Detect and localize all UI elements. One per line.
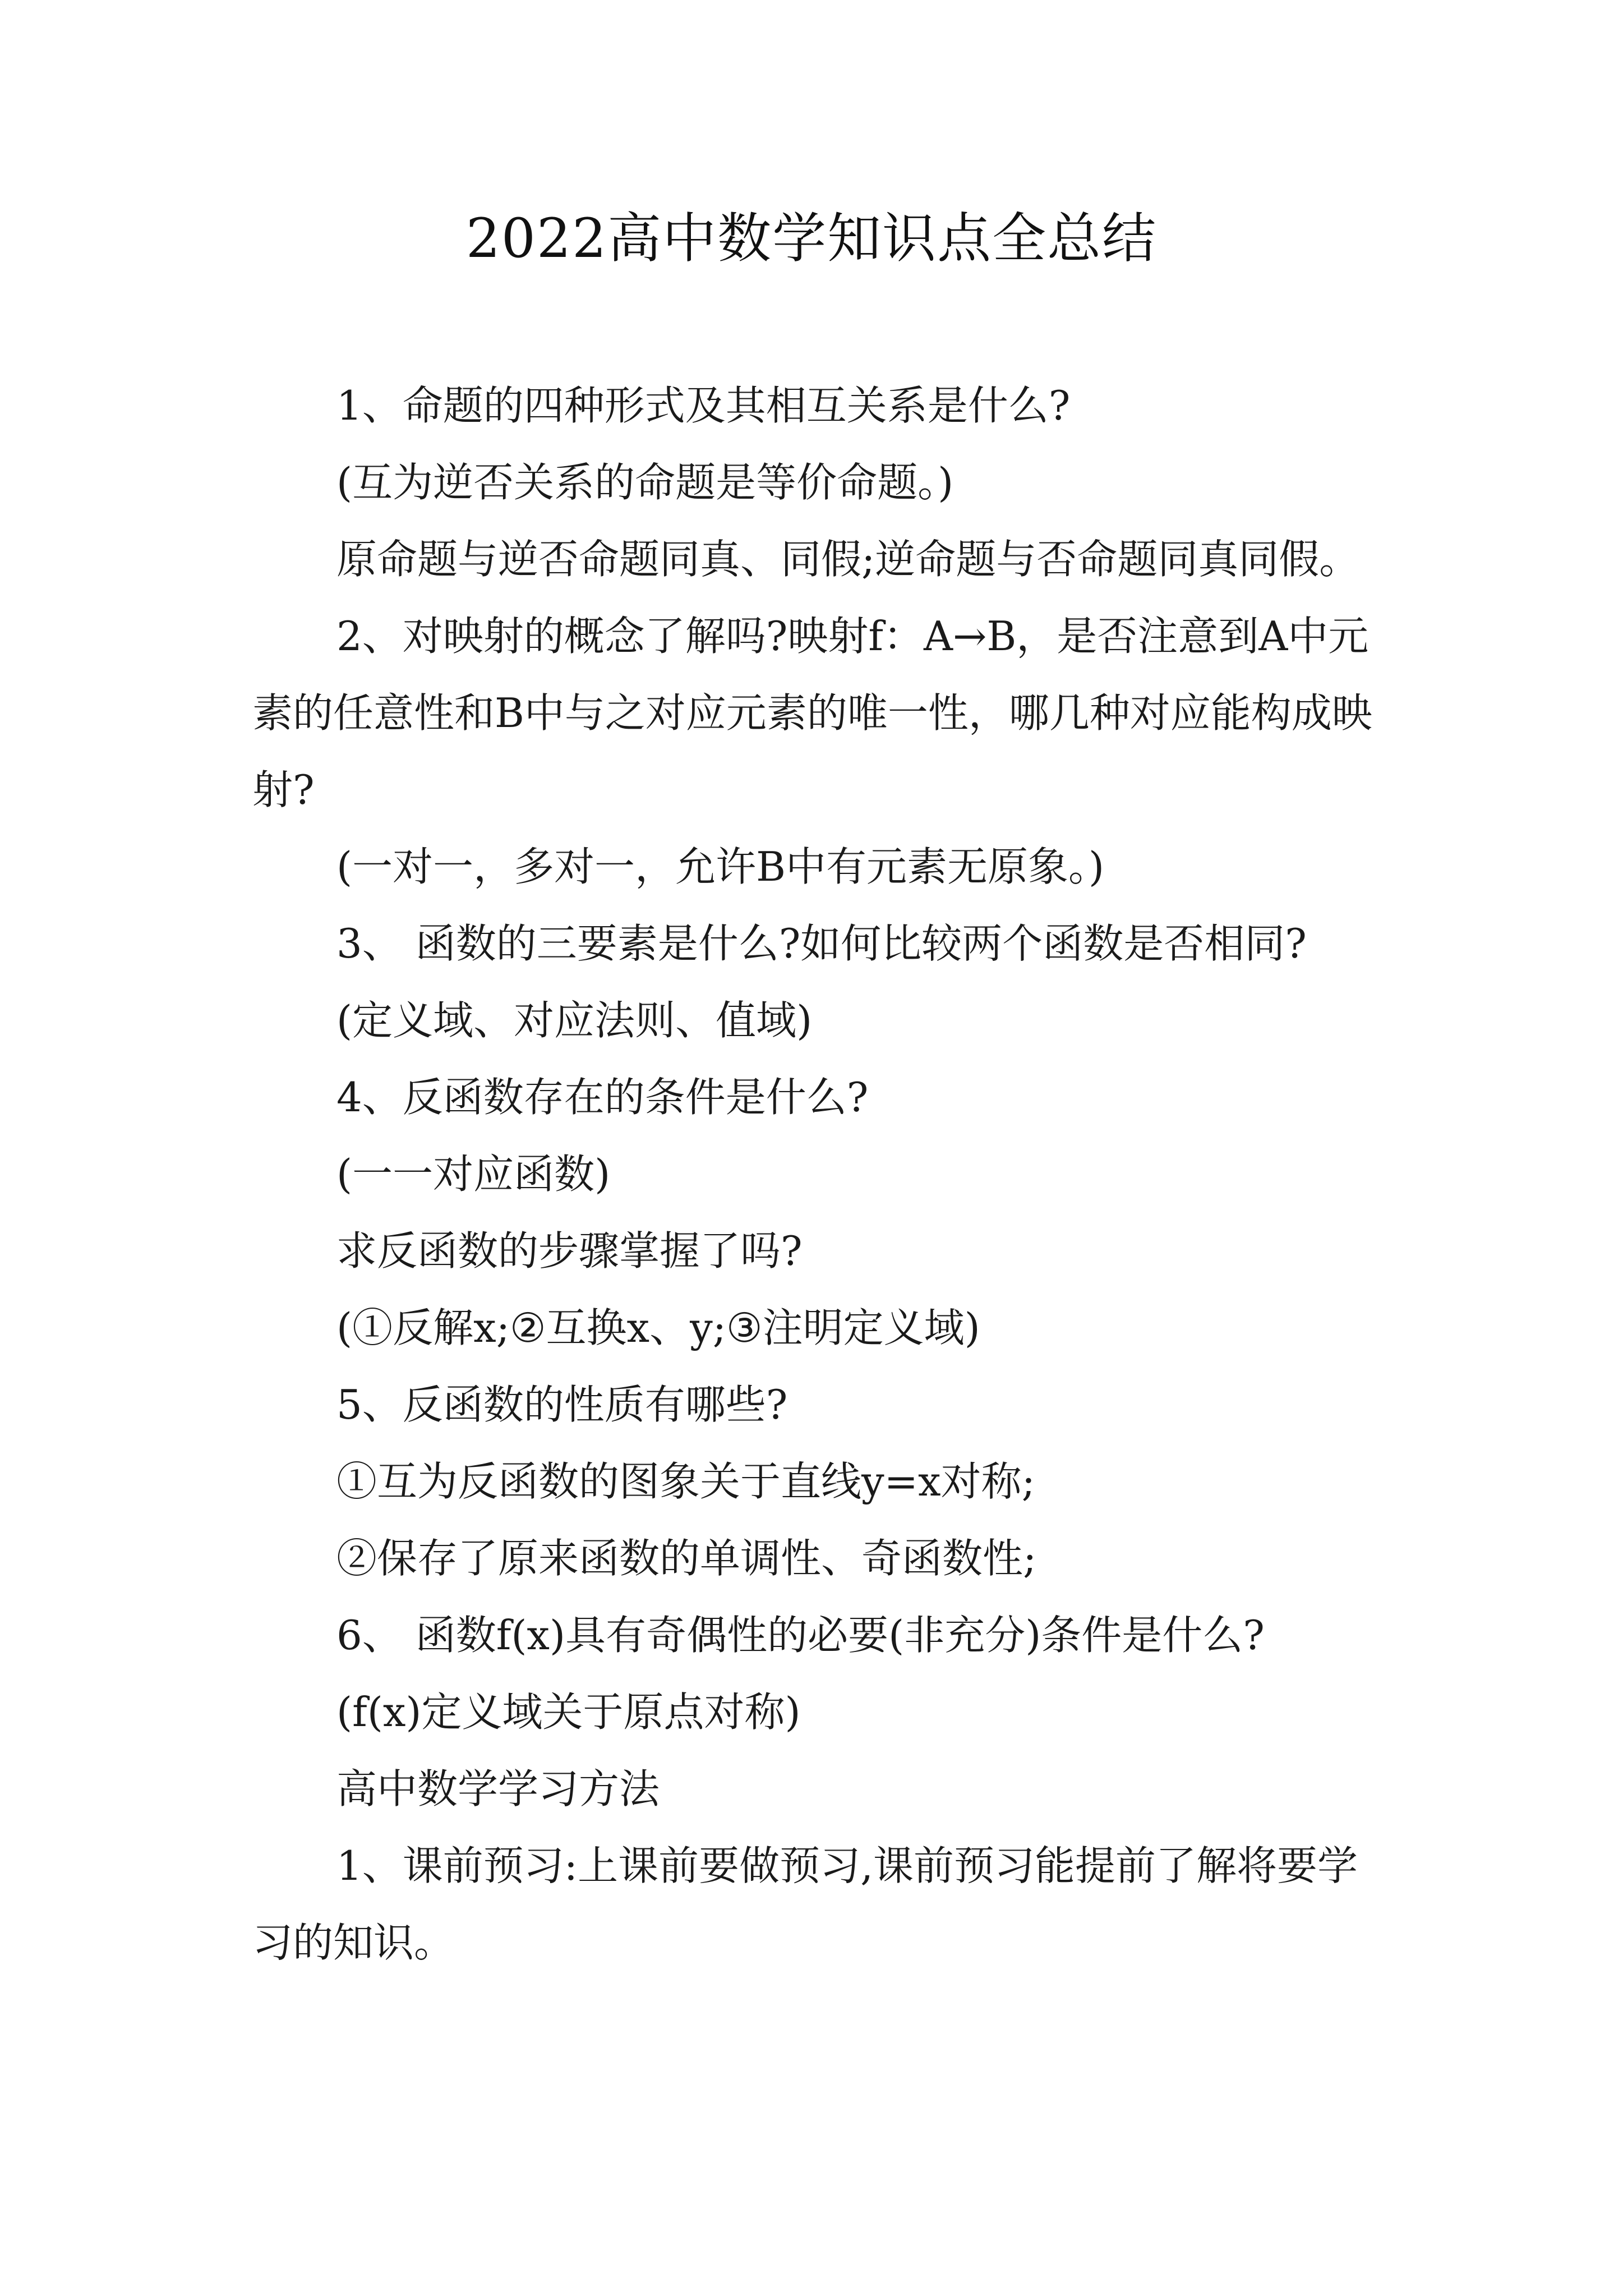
- paragraph: 2、对映射的概念了解吗?映射f：A→B，是否注意到A中元素的任意性和B中与之对应元素的唯一性，哪几种对应能构成映射?: [252, 613, 1372, 813]
- paragraph: (互为逆否关系的命题是等价命题。): [336, 459, 954, 506]
- paragraph: 6、 函数f(x)具有奇偶性的必要(非充分)条件是什么?: [336, 1612, 1265, 1659]
- paragraph: 3、 函数的三要素是什么?如何比较两个函数是否相同?: [336, 920, 1307, 967]
- document-body: [252, 367, 1385, 1981]
- paragraph: 1、课前预习:上课前要做预习,课前预习能提前了解将要学习的知识。: [252, 1842, 1358, 1966]
- paragraph: (定义域、对应法则、值域): [336, 997, 813, 1044]
- paragraph: (f(x)定义域关于原点对称): [336, 1688, 801, 1736]
- document-title: 2022高中数学知识点全总结: [465, 207, 1158, 270]
- paragraph: ②保存了原来函数的单调性、奇函数性;: [336, 1535, 1037, 1582]
- paragraph: 1、命题的四种形式及其相互关系是什么?: [336, 382, 1071, 429]
- section-heading: 高中数学学习方法: [336, 1765, 660, 1812]
- paragraph: (一一对应函数): [336, 1151, 611, 1198]
- paragraph: 求反函数的步骤掌握了吗?: [336, 1227, 803, 1274]
- paragraph: ①互为反函数的图象关于直线y=x对称;: [336, 1458, 1035, 1505]
- paragraph: 5、反函数的性质有哪些?: [336, 1381, 788, 1428]
- paragraph: 4、反函数存在的条件是什么?: [336, 1074, 869, 1121]
- paragraph: 原命题与逆否命题同真、同假;逆命题与否命题同真同假。: [336, 536, 1360, 583]
- paragraph: (一对一，多对一，允许B中有元素无原象。): [336, 843, 1105, 890]
- paragraph: (①反解x;②互换x、y;③注明定义域): [336, 1304, 980, 1351]
